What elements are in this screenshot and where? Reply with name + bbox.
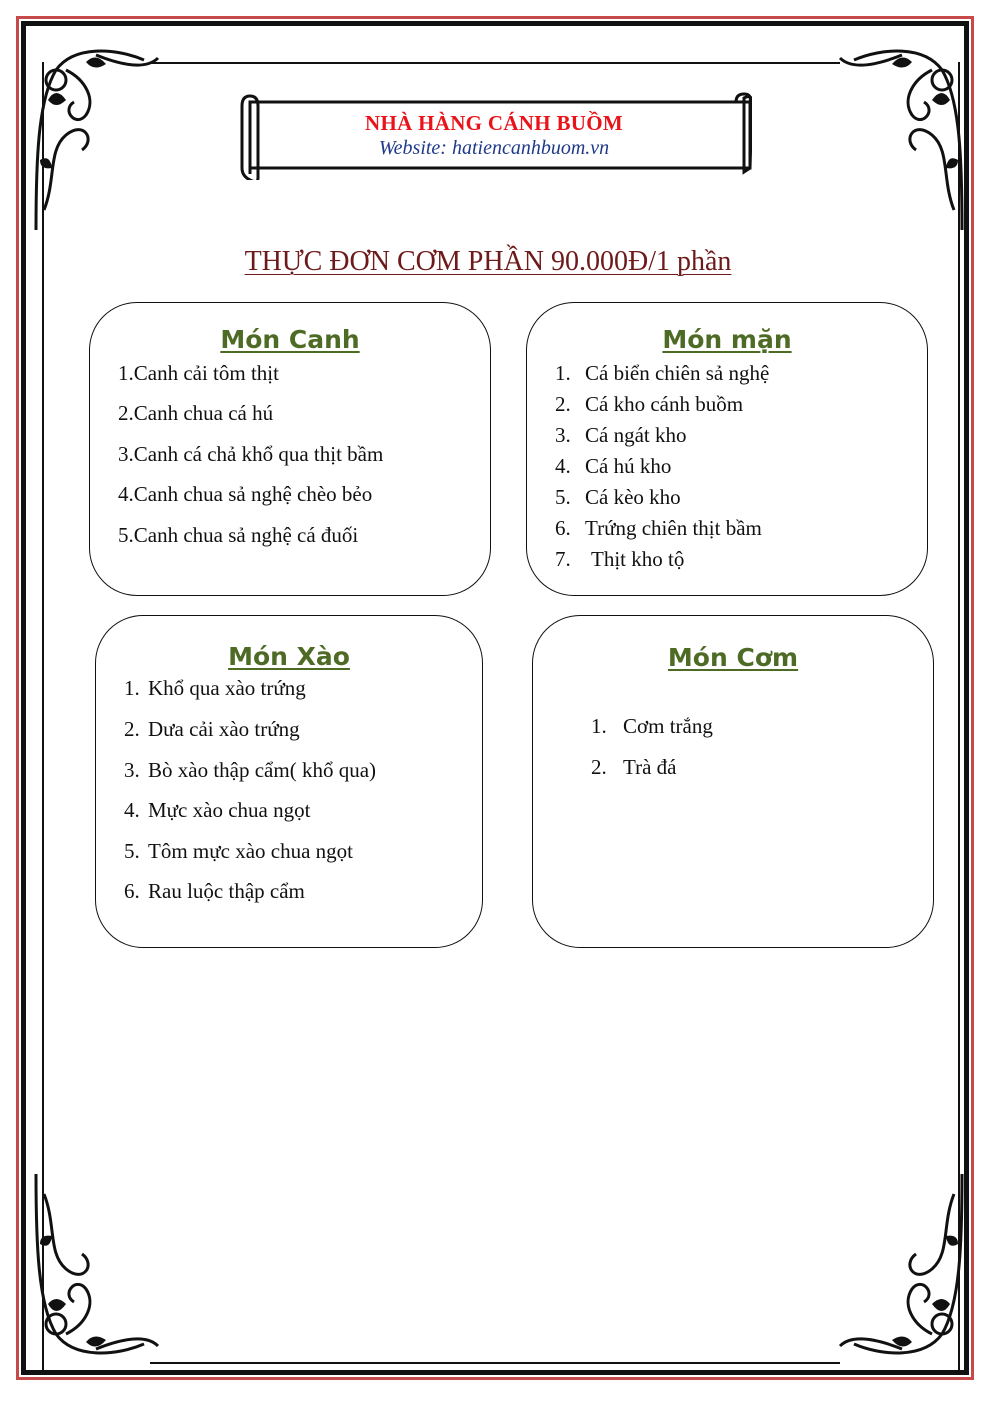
item-text: Trứng chiên thịt bầm [585,516,762,540]
item-number: 5. [118,523,134,547]
item-text: Canh chua sả nghệ chèo bẻo [133,482,373,506]
item-number: 2. [118,401,134,425]
item-number: 1. [124,676,140,700]
corner-ornament-top-right-icon [832,40,972,240]
item-number: 5. [555,485,571,509]
inner-border-bottom [150,1362,840,1364]
item-text: Trà đá [623,755,677,779]
section-mon-man [526,302,928,596]
section-mon-canh [89,302,491,596]
item-text: Thịt kho tộ [591,547,685,571]
item-text: Canh chua cá hú [133,401,274,425]
item-number: 4. [118,482,134,506]
item-number: 6. [124,879,140,903]
corner-ornament-top-left-icon [26,40,166,240]
list-item [118,401,273,426]
item-text: Khổ qua xào trứng [148,676,306,700]
inner-border-top [150,62,840,64]
item-number: 3. [118,442,134,466]
item-text: Dưa cải xào trứng [148,717,300,741]
list-item [118,361,279,386]
list-item [124,676,306,701]
list-item [118,442,383,467]
item-text: Cá kèo kho [585,485,681,509]
item-number: 6. [555,516,571,540]
item-number: 4. [555,454,571,478]
item-text: Cá ngát kho [585,423,687,447]
corner-ornament-bottom-right-icon [832,1164,972,1364]
menu-title-text: THỰC ĐƠN CƠM PHẦN 90.000Đ/1 phần [244,246,732,277]
page-title [0,246,976,278]
item-number: 3. [124,758,140,782]
item-text: Bò xào thập cẩm( khổ qua) [148,758,377,782]
section-title-xao: Món Xào [228,642,350,671]
header-scroll-banner [236,92,752,180]
list-item [555,392,743,417]
section-title-man: Món mặn [662,325,792,354]
item-text: Cá biển chiên sả nghệ [585,361,770,385]
list-item [118,482,372,507]
section-mon-com [532,615,934,948]
list-item [555,516,762,541]
restaurant-name: NHÀ HÀNG CÁNH BUỒM [365,111,623,135]
item-number: 1. [555,361,571,385]
list-item [555,454,671,479]
list-item [555,423,686,448]
list-item [591,714,713,739]
item-text: Cá kho cánh buồm [585,392,744,416]
corner-ornament-bottom-left-icon [26,1164,166,1364]
list-item [124,798,310,823]
list-item [124,839,353,864]
section-title-com: Món Cơm [667,643,799,672]
item-number: 2. [124,717,140,741]
item-text: Canh cá chả khổ qua thịt bầm [133,442,384,466]
item-text: Cơm trắng [623,714,713,738]
item-text: Tôm mực xào chua ngọt [148,839,353,863]
list-item [124,879,305,904]
list-item [555,547,684,572]
item-text: Canh chua sả nghệ cá đuối [133,523,359,547]
section-title-canh: Món Canh [220,325,360,354]
item-number: 7. [555,547,571,571]
item-text: Cá hú kho [585,454,672,478]
list-item [555,361,769,386]
website-link[interactable]: Website: hatiencanhbuom.vn [378,137,610,159]
item-number: 2. [591,755,607,779]
item-text: Canh cải tôm thịt [133,361,279,385]
item-number: 1. [591,714,607,738]
item-number: 4. [124,798,140,822]
list-item [555,485,681,510]
item-number: 5. [124,839,140,863]
item-text: Rau luộc thập cẩm [148,879,305,903]
item-number: 1. [118,361,134,385]
list-item [591,755,676,780]
item-number: 2. [555,392,571,416]
item-number: 3. [555,423,571,447]
section-mon-xao [95,615,483,948]
list-item [124,758,376,783]
list-item [118,523,358,548]
item-text: Mực xào chua ngọt [148,798,311,822]
list-item [124,717,300,742]
